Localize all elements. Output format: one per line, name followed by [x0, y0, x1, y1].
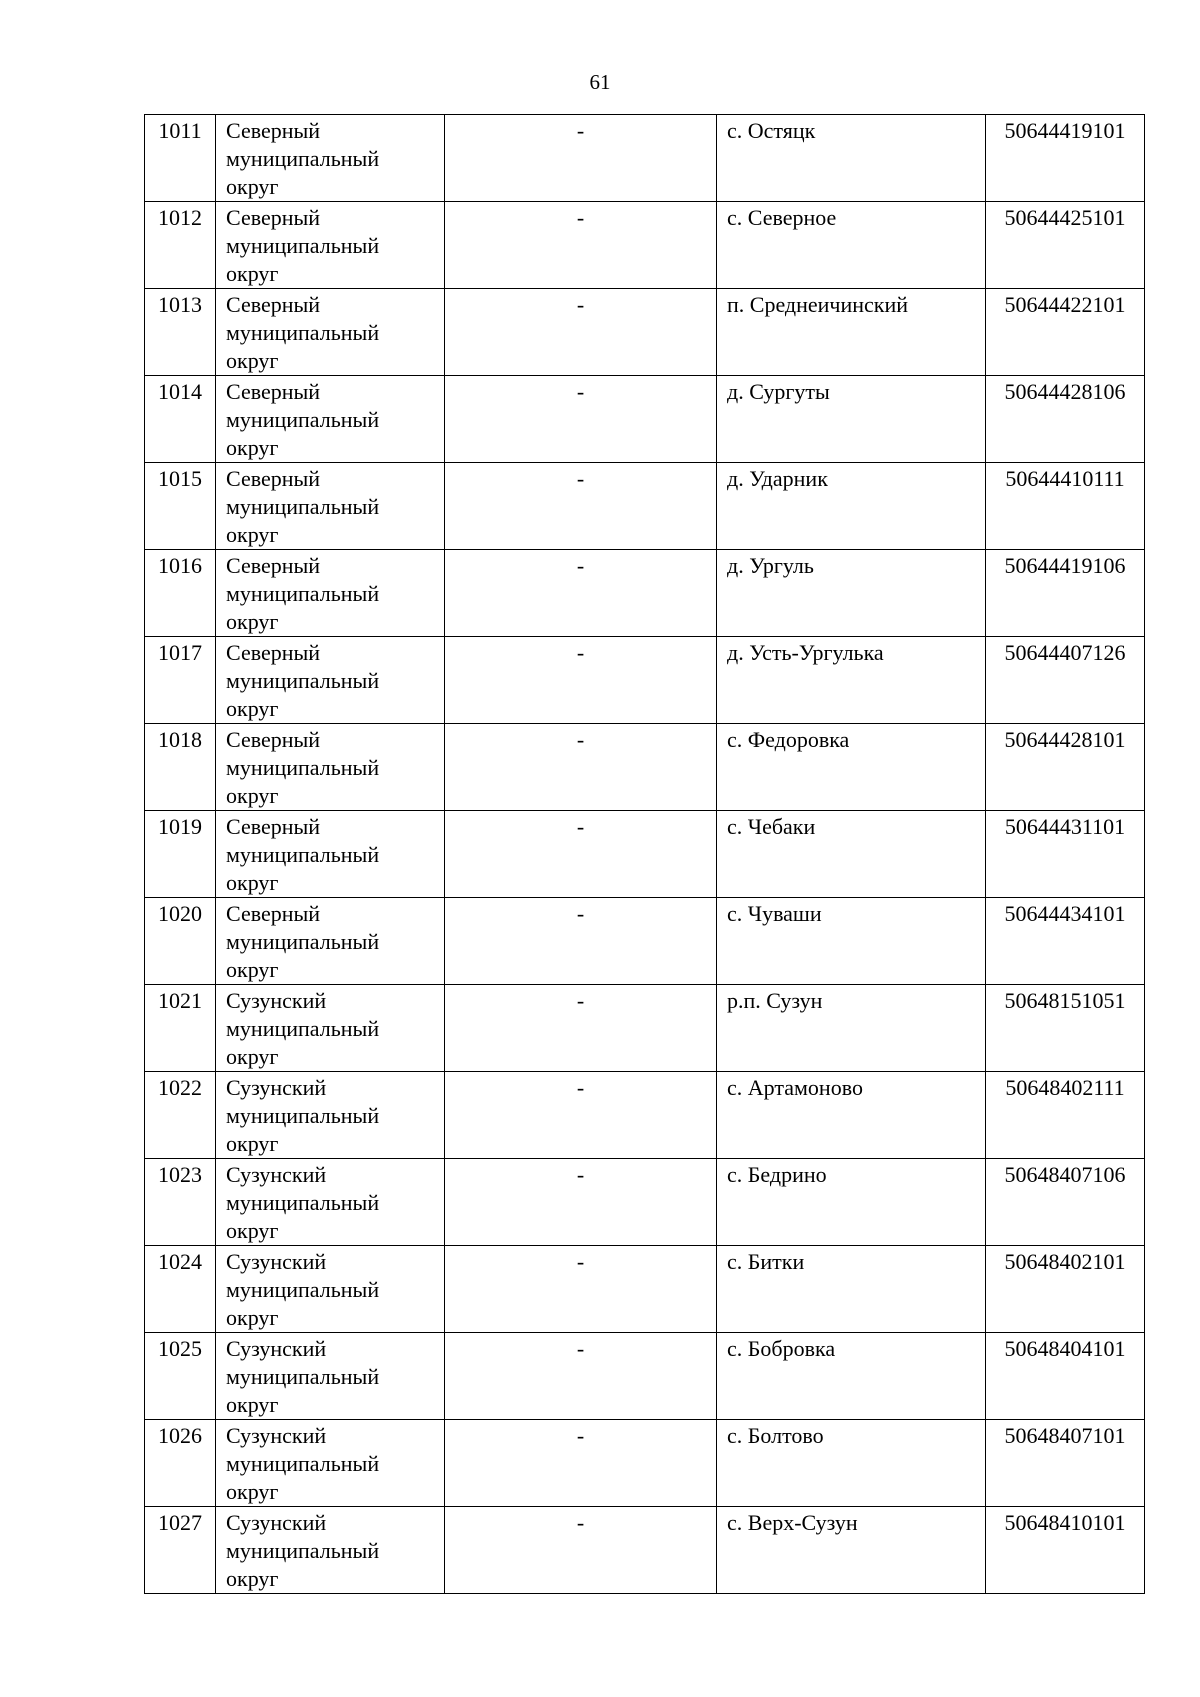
district-cell	[216, 898, 445, 985]
district-cell	[216, 376, 445, 463]
district-name-line: округ	[226, 435, 279, 460]
district-name-line: Сузунский	[226, 1510, 327, 1535]
settlement-cell: с. Болтово	[717, 1420, 986, 1507]
district-cell	[216, 1420, 445, 1507]
row-number-cell: 1024	[145, 1246, 216, 1333]
table-row	[145, 985, 1145, 1072]
district-name-line: Северный	[226, 379, 321, 404]
district-name-line: Северный	[226, 205, 321, 230]
district-cell	[216, 637, 445, 724]
settlement-cell: с. Остяцк	[717, 115, 986, 202]
district-name-line: Северный	[226, 118, 321, 143]
dash-cell: -	[445, 289, 717, 376]
settlement-cell: д. Усть-Ургулька	[717, 637, 986, 724]
district-cell	[216, 1507, 445, 1594]
row-number-cell: 1016	[145, 550, 216, 637]
district-name-line: округ	[226, 783, 279, 808]
district-name-line: Северный	[226, 727, 321, 752]
row-number-cell: 1011	[145, 115, 216, 202]
dash-cell: -	[445, 637, 717, 724]
district-cell	[216, 1333, 445, 1420]
district-name-line: Сузунский	[226, 1249, 327, 1274]
table-row	[145, 463, 1145, 550]
table-row	[145, 289, 1145, 376]
district-cell	[216, 985, 445, 1072]
district-name-line: округ	[226, 696, 279, 721]
dash-cell: -	[445, 898, 717, 985]
district-name-line: Сузунский	[226, 988, 327, 1013]
row-number-cell: 1018	[145, 724, 216, 811]
district-name-line: муниципальный	[226, 929, 380, 954]
district-name-line: Сузунский	[226, 1075, 327, 1100]
oktmo-code-cell: 50648402101	[986, 1246, 1145, 1333]
settlement-cell: с. Битки	[717, 1246, 986, 1333]
dash-cell: -	[445, 1159, 717, 1246]
settlement-cell: д. Ударник	[717, 463, 986, 550]
district-name-line: округ	[226, 609, 279, 634]
dash-cell: -	[445, 202, 717, 289]
district-name-line: муниципальный	[226, 842, 380, 867]
district-name-line: округ	[226, 1479, 279, 1504]
dash-cell: -	[445, 985, 717, 1072]
dash-cell: -	[445, 463, 717, 550]
table-body	[145, 115, 1145, 1594]
table-row	[145, 811, 1145, 898]
district-name-line: округ	[226, 1044, 279, 1069]
district-name-line: муниципальный	[226, 581, 380, 606]
oktmo-code-cell: 50648410101	[986, 1507, 1145, 1594]
district-name-line: муниципальный	[226, 146, 380, 171]
settlement-cell: с. Чуваши	[717, 898, 986, 985]
district-name-line: округ	[226, 348, 279, 373]
row-number-cell: 1013	[145, 289, 216, 376]
district-name-line: Северный	[226, 553, 321, 578]
district-name-line: Сузунский	[226, 1162, 327, 1187]
oktmo-code-cell: 50644434101	[986, 898, 1145, 985]
district-name-line: муниципальный	[226, 1277, 380, 1302]
district-name-line: муниципальный	[226, 233, 380, 258]
district-name-line: Северный	[226, 466, 321, 491]
oktmo-code-cell: 50648402111	[986, 1072, 1145, 1159]
settlement-cell: д. Ургуль	[717, 550, 986, 637]
settlement-cell: д. Сургуты	[717, 376, 986, 463]
district-name-line: Сузунский	[226, 1423, 327, 1448]
settlement-cell: с. Федоровка	[717, 724, 986, 811]
row-number-cell: 1027	[145, 1507, 216, 1594]
district-name-line: муниципальный	[226, 1364, 380, 1389]
dash-cell: -	[445, 376, 717, 463]
oktmo-code-cell: 50648404101	[986, 1333, 1145, 1420]
table-row	[145, 724, 1145, 811]
district-name-line: муниципальный	[226, 1016, 380, 1041]
district-cell	[216, 289, 445, 376]
district-cell	[216, 724, 445, 811]
oktmo-code-cell: 50644410111	[986, 463, 1145, 550]
district-name-line: округ	[226, 1131, 279, 1156]
page-number: 61	[589, 70, 611, 94]
dash-cell: -	[445, 115, 717, 202]
district-name-line: муниципальный	[226, 1538, 380, 1563]
district-name-line: Северный	[226, 292, 321, 317]
table-row	[145, 550, 1145, 637]
table-row	[145, 1246, 1145, 1333]
dash-cell: -	[445, 724, 717, 811]
settlement-cell: с. Бобровка	[717, 1333, 986, 1420]
district-cell	[216, 1072, 445, 1159]
district-cell	[216, 550, 445, 637]
settlement-cell: п. Среднеичинский	[717, 289, 986, 376]
row-number-cell: 1014	[145, 376, 216, 463]
row-number-cell: 1022	[145, 1072, 216, 1159]
district-name-line: округ	[226, 174, 279, 199]
row-number-cell: 1021	[145, 985, 216, 1072]
row-number-cell: 1017	[145, 637, 216, 724]
table-row	[145, 376, 1145, 463]
table-row	[145, 637, 1145, 724]
table-row	[145, 1333, 1145, 1420]
oktmo-code-cell: 50644419106	[986, 550, 1145, 637]
row-number-cell: 1026	[145, 1420, 216, 1507]
district-name-line: муниципальный	[226, 755, 380, 780]
district-cell	[216, 1159, 445, 1246]
oktmo-code-cell: 50644428101	[986, 724, 1145, 811]
dash-cell: -	[445, 811, 717, 898]
row-number-cell: 1012	[145, 202, 216, 289]
row-number-cell: 1023	[145, 1159, 216, 1246]
oktmo-code-cell: 50644431101	[986, 811, 1145, 898]
dash-cell: -	[445, 1420, 717, 1507]
district-name-line: муниципальный	[226, 320, 380, 345]
district-name-line: муниципальный	[226, 1190, 380, 1215]
table-row	[145, 1159, 1145, 1246]
district-cell	[216, 115, 445, 202]
district-name-line: округ	[226, 1566, 279, 1591]
district-name-line: округ	[226, 1218, 279, 1243]
district-cell	[216, 202, 445, 289]
settlements-table	[144, 114, 1145, 1594]
district-cell	[216, 811, 445, 898]
district-name-line: муниципальный	[226, 494, 380, 519]
settlement-cell: с. Верх-Сузун	[717, 1507, 986, 1594]
district-name-line: муниципальный	[226, 668, 380, 693]
district-name-line: Северный	[226, 814, 321, 839]
district-name-line: муниципальный	[226, 1451, 380, 1476]
district-name-line: округ	[226, 870, 279, 895]
oktmo-code-cell: 50644422101	[986, 289, 1145, 376]
district-name-line: Северный	[226, 640, 321, 665]
table-row	[145, 1420, 1145, 1507]
district-name-line: муниципальный	[226, 407, 380, 432]
district-cell	[216, 463, 445, 550]
oktmo-code-cell: 50648407101	[986, 1420, 1145, 1507]
oktmo-code-cell: 50648407106	[986, 1159, 1145, 1246]
row-number-cell: 1015	[145, 463, 216, 550]
row-number-cell: 1019	[145, 811, 216, 898]
table-row	[145, 1072, 1145, 1159]
district-name-line: Северный	[226, 901, 321, 926]
district-name-line: округ	[226, 1305, 279, 1330]
table-row	[145, 202, 1145, 289]
district-name-line: Сузунский	[226, 1336, 327, 1361]
district-name-line: округ	[226, 522, 279, 547]
district-name-line: округ	[226, 1392, 279, 1417]
district-name-line: округ	[226, 261, 279, 286]
dash-cell: -	[445, 1333, 717, 1420]
dash-cell: -	[445, 1246, 717, 1333]
oktmo-code-cell: 50648151051	[986, 985, 1145, 1072]
settlement-cell: с. Чебаки	[717, 811, 986, 898]
settlement-cell: с. Артамоново	[717, 1072, 986, 1159]
district-name-line: муниципальный	[226, 1103, 380, 1128]
dash-cell: -	[445, 550, 717, 637]
oktmo-code-cell: 50644425101	[986, 202, 1145, 289]
row-number-cell: 1025	[145, 1333, 216, 1420]
table-row	[145, 898, 1145, 985]
settlement-cell: с. Бедрино	[717, 1159, 986, 1246]
settlement-cell: с. Северное	[717, 202, 986, 289]
settlement-cell: р.п. Сузун	[717, 985, 986, 1072]
district-name-line: округ	[226, 957, 279, 982]
dash-cell: -	[445, 1507, 717, 1594]
district-cell	[216, 1246, 445, 1333]
oktmo-code-cell: 50644428106	[986, 376, 1145, 463]
row-number-cell: 1020	[145, 898, 216, 985]
table-row	[145, 1507, 1145, 1594]
table-row	[145, 115, 1145, 202]
dash-cell: -	[445, 1072, 717, 1159]
oktmo-code-cell: 50644407126	[986, 637, 1145, 724]
oktmo-code-cell: 50644419101	[986, 115, 1145, 202]
